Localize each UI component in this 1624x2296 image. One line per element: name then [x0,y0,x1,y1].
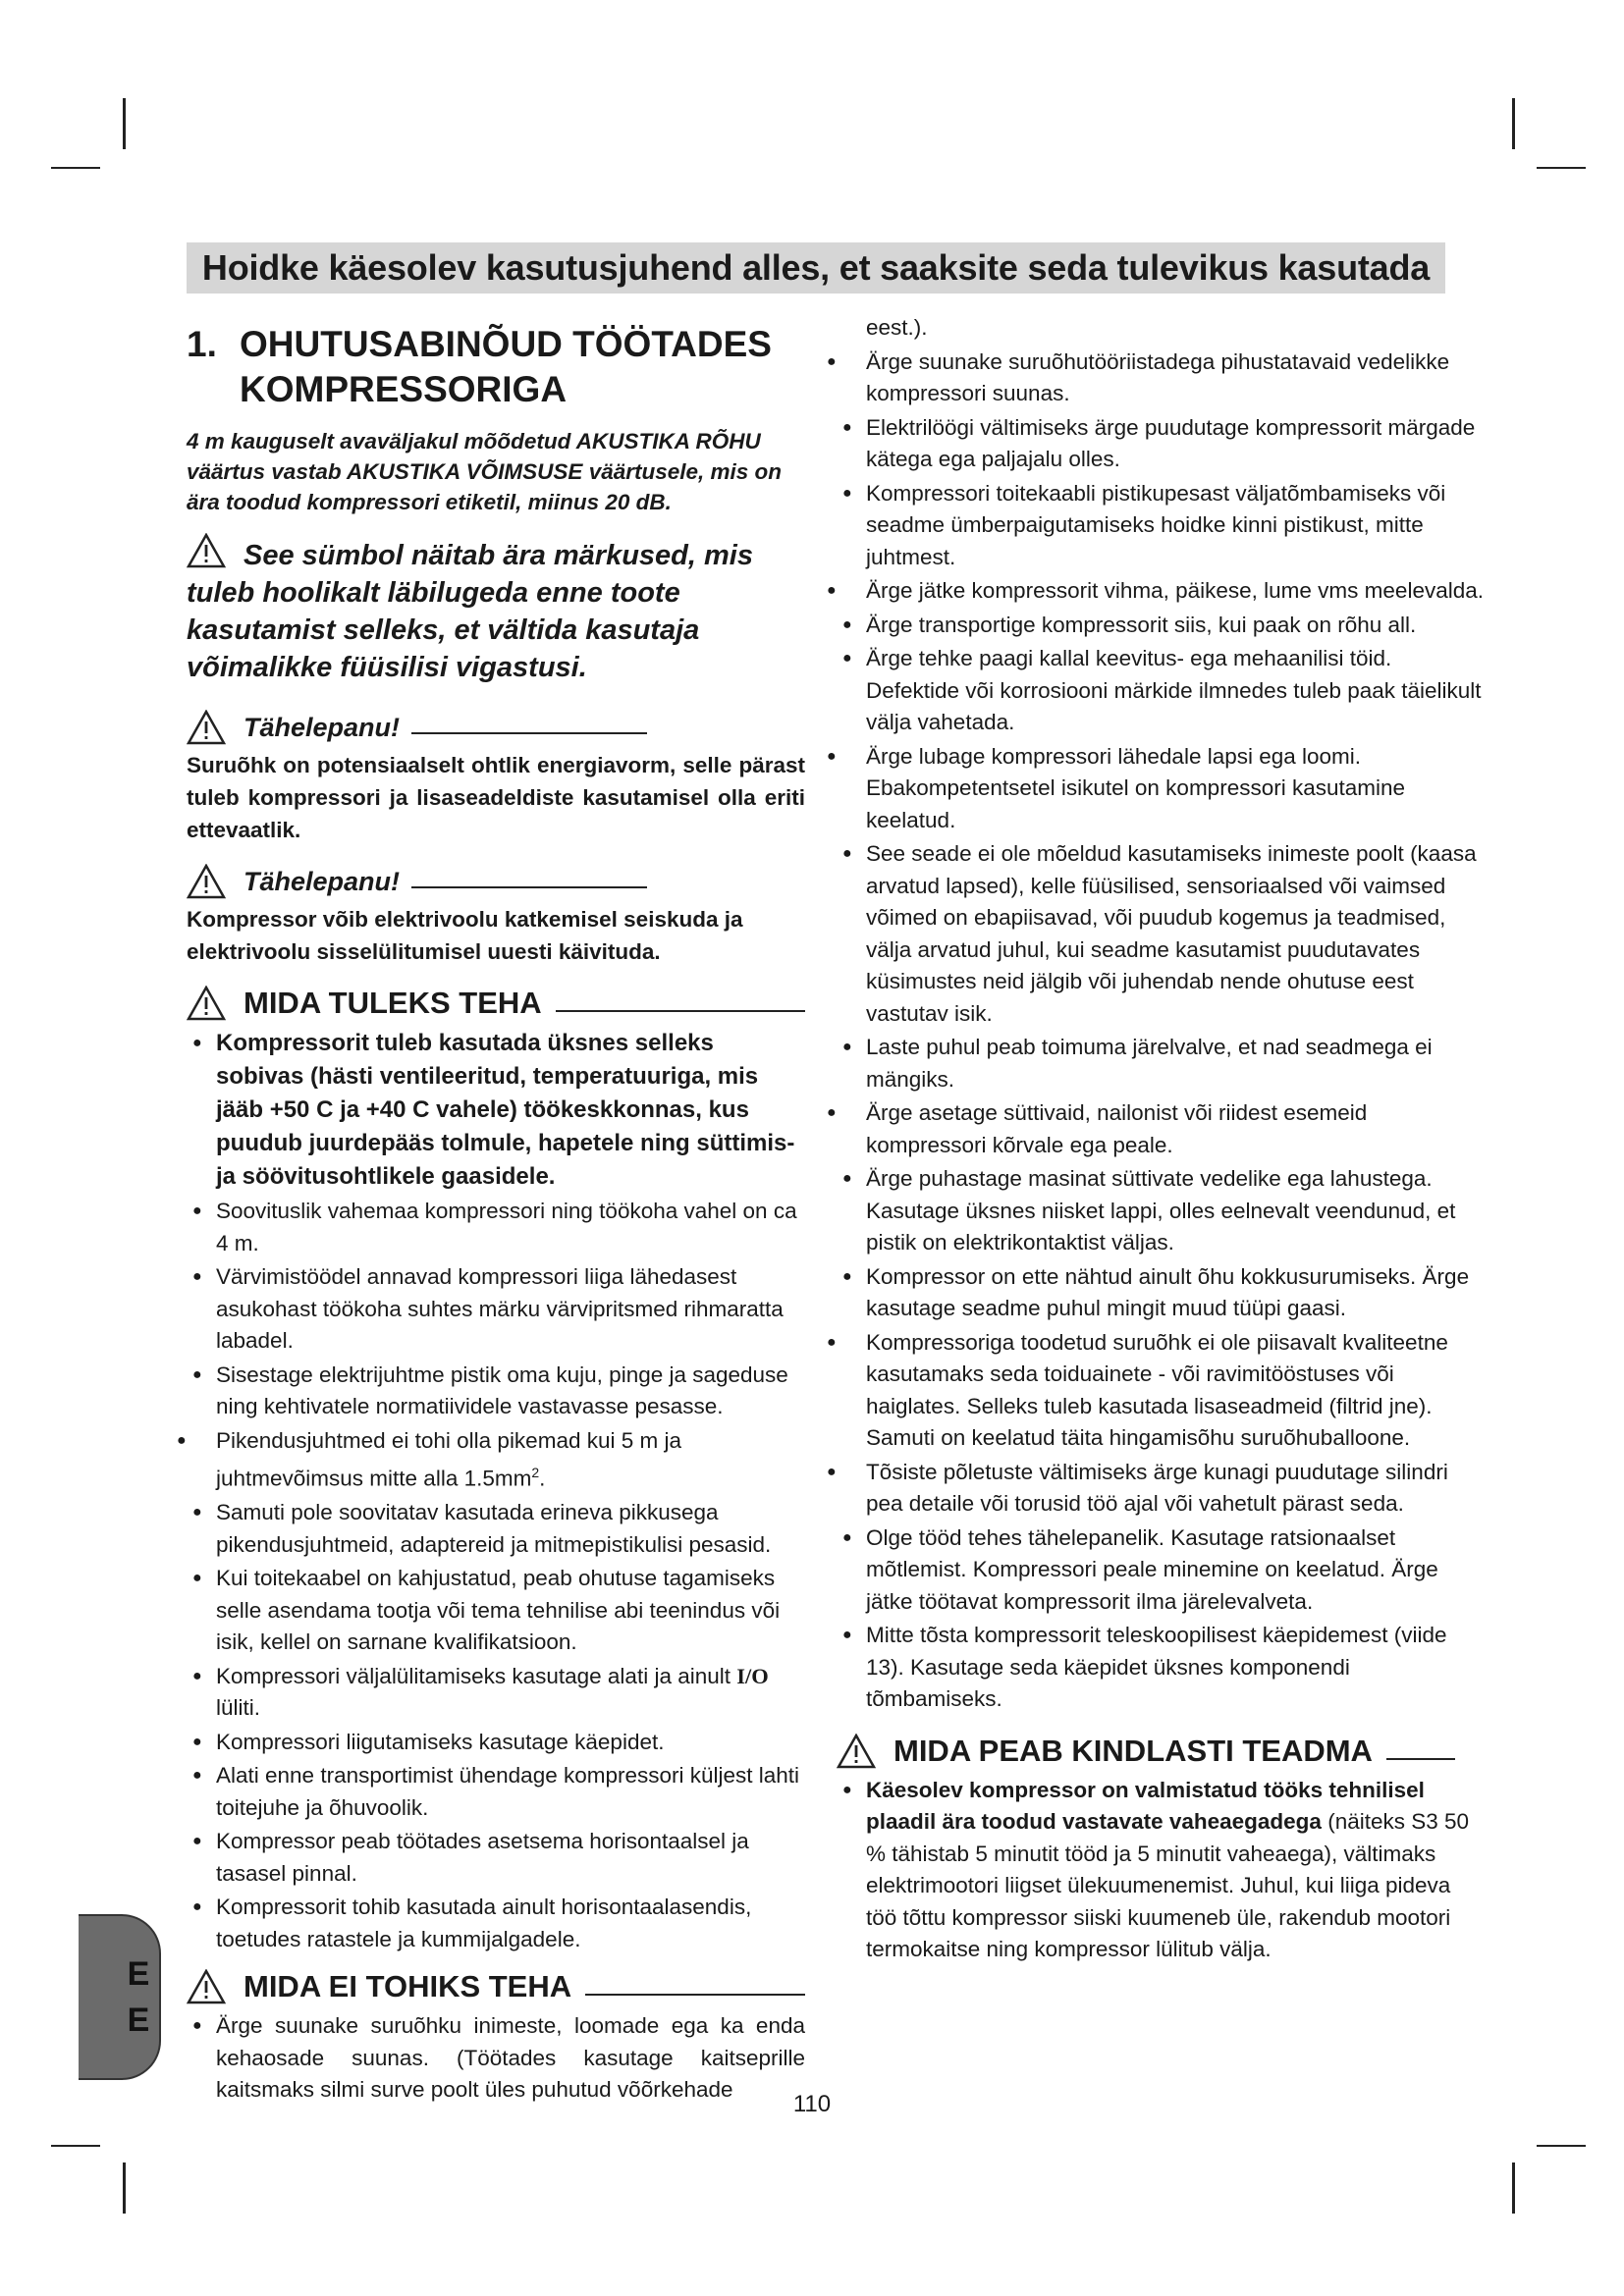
crop-mark [51,167,100,169]
warning-icon [187,533,226,568]
section-title-line1: OHUTUSABINÕUD TÖÖTADES [240,324,772,364]
crop-mark [1537,2145,1586,2147]
attention-text-1: Suruõhk on potensiaalselt ohtlik energiavorm, selle pärast tuleb kompressori ja lisaseadeldiste kasutamisel olla eriti ettevaatlik. [187,753,805,842]
list-item-text: Pikendusjuhtmed ei tohi olla pikemad kui 5 m ja juhtmevõimsus mitte alla 1.5mm [216,1427,682,1491]
noise-paragraph: 4 m kauguselt avaväljakul mõõdetud AKUSTIKA RÕHU väärtus vastab AKUSTIKA VÕIMSUSE väärtusele, mis on ära toodud kompressori etiketil, miinus 20 dB. [187,429,783,514]
list-item: ● Ärge suunake suruõhku inimeste, loomade ega ka enda kehaosade suunas. (Töötades kasutage kaitseprille kaitsmaks silmi surve poolt üles puhutud võõrkehade [187,2010,805,2107]
attention-heading-2 [187,864,805,899]
list-item: ● Värvimistöödel annavad kompressori liiga lähedasest asukohast töökoha suhtes märku värvipritsmed rihmaratta labadel. [187,1261,805,1358]
section-number: 1. [187,324,217,364]
list-item: ● Sisestage elektrijuhtme pistik oma kuju, pinge ja sageduse ning kehtivatele normatiividele vastavasse pesasse. [187,1360,805,1423]
attention-title: Tähelepanu! [244,866,401,896]
must-know-rest: (näiteks S3 50 % tähistab 5 minutit tööd ja 5 minutit vaheaega), vältimaks elektrimootori liigset ülekuumenemist. Juhul, kui liiga pideva töö tõttu kompressor siiski kuumeneb üle, rakendub mootori termokaitse ning kompressor lülitub välja. [866,1809,1470,1961]
crop-mark [1512,2163,1515,2214]
crop-mark [1537,167,1586,169]
must-know-heading [837,1734,1485,1769]
attention-title: Tähelepanu! [244,712,401,742]
must-know-lead: Käesolev kompressor on valmistatud tööks tehnilisel plaadil ära toodud vastavate vaheaegadega [866,1777,1425,1834]
warning-icon [187,710,226,745]
list-item: ● Soovituslik vahemaa kompressori ning töökoha vahel on ca 4 m. [187,1196,805,1259]
warning-icon [187,1969,226,2004]
list-item-continuation: eest.). [866,315,928,340]
list-item: ● Ärge asetage süttivaid, nailonist või riidest esemeid kompressori kõrvale ega peale. [837,1097,1485,1161]
list-item [187,1661,805,1725]
language-tab-letter: E [127,2001,150,2039]
list-item: ● Ärge transportige kompressorit siis, kui paak on rõhu all. [837,610,1485,642]
warning-icon [187,986,226,1021]
attention-heading-1 [187,710,805,745]
list-item-text: lüliti. [216,1695,261,1720]
heading-rule [556,1010,805,1012]
warning-icon [187,864,226,899]
not-todo-title: MIDA EI TOHIKS TEHA [244,1969,572,2003]
list-item [187,1425,805,1496]
list-item-text: Kompressori väljalülitamiseks kasutage alati ja ainult [216,1663,731,1688]
not-todo-list [837,347,1485,1716]
crop-mark [1512,98,1515,149]
heading-rule [411,886,647,888]
list-item: ● Elektrilöögi vältimiseks ärge puudutage kompressorit märgade kätega ega paljajalu olles. [837,412,1485,476]
list-item: ● Tõsiste põletuste vältimiseks ärge kunagi puudutage silindri pea detaile või torusid töö ajal või vahetult pärast seda. [837,1457,1485,1521]
not-todo-heading [187,1969,805,2004]
list-item: ● Ärge puhastage masinat süttivate vedelike ega lahustega. Kasutage üksnes niisket lappi, olles eelnevalt veendunud, et pistik on elektrikontaktist väljas. [837,1163,1485,1259]
section-heading [187,322,805,412]
todo-list [187,1027,805,1955]
list-item: ● Ärge jätke kompressorit vihma, päikese, lume vms meelevalda. [837,575,1485,608]
page-number: 110 [792,2091,832,2117]
must-know-list [837,1775,1485,1966]
language-tab [79,1914,161,2080]
todo-title: MIDA TULEKS TEHA [244,986,542,1020]
crop-mark [123,2163,126,2214]
list-item: ● Ärge tehke paagi kallal keevitus- ega mehaanilisi töid. Defektide või korrosiooni märkide ilmnedes tuleb paak täielikult välja vahetada. [837,643,1485,739]
list-item [837,1775,1485,1966]
section-title-line2: KOMPRESSORIGA [240,369,568,409]
list-item: ● Kompressori liigutamiseks kasutage käepidet. [187,1727,805,1759]
io-switch-label: I/O [736,1663,769,1688]
crop-mark [123,98,126,149]
list-item: ● Kui toitekaabel on kahjustatud, peab ohutuse tagamiseks selle asendama tootja või tema tehnilise abi teenindus või isik, kellel on sarnane kvalifikatsioon. [187,1563,805,1659]
list-item: ● Ärge lubage kompressori lähedale lapsi ega loomi. Ebakompetentsetel isikutel on kompressori kasutamine keelatud. [837,741,1485,837]
symbol-note [187,533,805,686]
superscript: 2 [531,1465,540,1480]
left-column [187,312,805,2109]
list-item: ● See seade ei ole mõeldud kasutamiseks inimeste poolt (kaasa arvatud lapsed), kelle füüsilised, sensoriaalsed või vaimsed võimed on ebapiisavad, või puudub kogemus ja teadmised, välja arvatud juhul, kui seadme kasutamist puudutavates küsimustes neid jälgib või juhendab nende ohutuse eest vastutav isik. [837,838,1485,1030]
warning-icon [837,1734,876,1769]
list-item: ● Kompressor peab töötades asetsema horisontaalsel ja tasasel pinnal. [187,1826,805,1890]
heading-rule [1386,1758,1455,1760]
right-column [837,312,1485,1968]
list-item: ● Kompressorit tuleb kasutada üksnes selleks sobivas (hästi ventileeritud, temperatuuriga, mis jääb +50 C ja +40 C vahele) töökeskkonnas, kus puudub juurdepääs tolmule, hapetele ning süttimis- ja söövitusohtlikele gaasidele. [187,1027,805,1194]
list-item: ● Alati enne transportimist ühendage kompressori küljest lahti toitejuhe ja õhuvoolik. [187,1760,805,1824]
heading-rule [585,1994,805,1996]
symbol-note-text: See sümbol näitab ära märkused, mis tuleb hoolikalt läbilugeda enne toote kasutamist selleks, et vältida kasutaja võimalikke füüsilisi vigastusi. [187,540,753,683]
must-know-title: MIDA PEAB KINDLASTI TEADMA [893,1733,1373,1768]
list-item: ● Mitte tõsta kompressorit teleskoopilisest käepidemest (viide 13). Kasutage seda käepidet üksnes komponendi tõmbamiseks. [837,1620,1485,1716]
list-item: ● Kompressoriga toodetud suruõhk ei ole piisavalt kvaliteetne kasutamaks seda toiduainete - või ravimitööstuses või haiglates. Selleks tuleb kasutada lisaseadmeid (filtrid jne). Samuti on keelatud täita hingamisõhu suruõhuballoone. [837,1327,1485,1455]
list-item: ● Kompressorit tohib kasutada ainult horisontaalasendis, toetudes ratastele ja kummijalgadele. [187,1892,805,1955]
todo-heading [187,986,805,1021]
list-item: ● Kompressor on ette nähtud ainult õhu kokkusurumiseks. Ärge kasutage seadme puhul mingit muud tüüpi gaasi. [837,1261,1485,1325]
crop-mark [51,2145,100,2147]
heading-rule [411,732,647,734]
language-tab-letter: E [127,1954,150,1993]
list-item: ● Olge tööd tehes tähelepanelik. Kasutage ratsionaalset mõtlemist. Kompressori peale minemine on keelatud. Ärge jätke töötavat kompressorit ilma järelevalveta. [837,1522,1485,1619]
page-banner: Hoidke käesolev kasutusjuhend alles, et saaksite seda tulevikus kasutada [187,242,1445,294]
list-item: ● Samuti pole soovitatav kasutada erineva pikkusega pikendusjuhtmeid, adaptereid ja mitmepistikulisi pesasid. [187,1497,805,1561]
list-item: ● Ärge suunake suruõhutööriistadega pihustatavaid vedelikke kompressori suunas. [837,347,1485,410]
list-item: ● Kompressori toitekaabli pistikupesast väljatõmbamiseks või seadme ümberpaigutamiseks hoidke kinni pistikust, mitte juhtmest. [837,478,1485,574]
list-item: ● Laste puhul peab toimuma järelvalve, et nad seadmega ei mängiks. [837,1032,1485,1095]
attention-text-2: Kompressor võib elektrivoolu katkemisel seiskuda ja elektrivoolu sisselülitumisel uuesti käivituda. [187,907,743,964]
list-item-end: . [539,1466,546,1491]
